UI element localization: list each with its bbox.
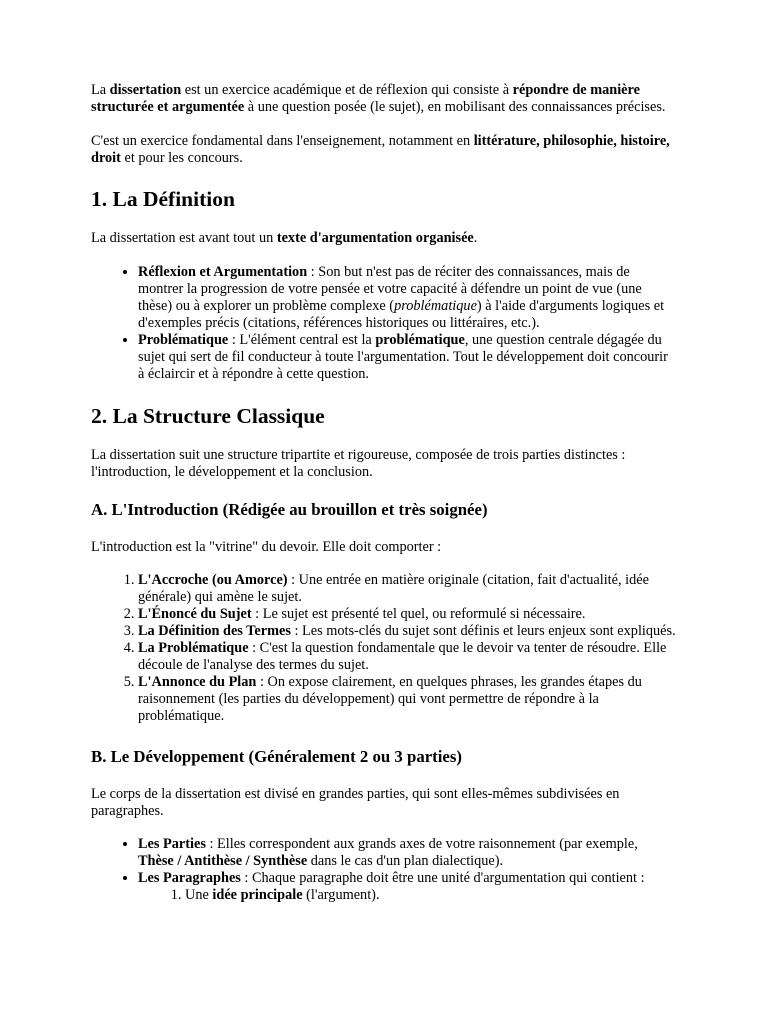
list-item [138, 640, 676, 674]
section-2-lead: La dissertation suit une structure tripartite et rigoureuse, composée de trois parties distinctes : l'introduction, le développement et la conclusion. [91, 447, 626, 480]
text: : Son but n'est pas de réciter des connaissances, mais de montrer la progression de votre pensée et votre capacité à défendre un point de vue (une thèse) ou à explorer un problème complexe ( [138, 264, 642, 314]
text: est un exercice académique et de réflexion qui consiste à [181, 82, 513, 98]
bold-text: littérature, philosophie, histoire, droit [91, 133, 670, 166]
section-1-heading: 1. La Définition [91, 187, 235, 211]
subsection-b-heading: B. Le Développement (Généralement 2 ou 3 parties) [91, 747, 462, 766]
text: à une question posée (le sujet), en mobilisant des connaissances précises. [244, 99, 666, 115]
text: : Les mots-clés du sujet sont définis et leurs enjeux sont expliqués. [290, 623, 676, 639]
text: : C'est la question fondamentale que le devoir va tenter de résoudre. Elle découle de l'analyse des termes du sujet. [138, 640, 667, 673]
list-item-term: L'Annonce du Plan [138, 674, 257, 690]
list-item [138, 870, 676, 904]
text: dans le cas d'un plan dialectique). [307, 853, 504, 869]
bold-text: dissertation [109, 82, 182, 98]
section-2-heading: 2. La Structure Classique [91, 404, 325, 428]
bold-text: problématique [375, 332, 465, 348]
subsection-a-lead: L'introduction est la "vitrine" du devoir. Elle doit comporter : [91, 539, 442, 555]
list-item-term: Les Parties [138, 836, 206, 852]
list-item-term: La Définition des Termes [138, 623, 291, 639]
text: . [473, 230, 478, 246]
document-body [91, 82, 676, 904]
text: : Elles correspondent aux grands axes de votre raisonnement (par exemple, [205, 836, 638, 852]
text: ) à l'aide d'arguments logiques et d'exemples précis (citations, références historiques ou littéraires, etc.). [138, 298, 665, 331]
text: : L'élément central est la [228, 332, 376, 348]
list-item-term: Problématique [138, 332, 229, 348]
text: Une [185, 887, 213, 903]
list-item-term: La Problématique [138, 640, 249, 656]
development-bullet-list [91, 836, 676, 904]
text: : Chaque paragraphe doit être une unité d'argumentation qui contient : [240, 870, 645, 886]
subsection-a-heading: A. L'Introduction (Rédigée au brouillon et très soignée) [91, 500, 488, 519]
subsection-b-lead: Le corps de la dissertation est divisé en grandes parties, qui sont elles-mêmes subdivisées en paragraphes. [91, 786, 620, 819]
bold-text: texte d'argumentation organisée [276, 230, 474, 246]
list-item [138, 332, 676, 383]
text: La [91, 82, 110, 98]
intro-paragraph-2 [91, 133, 676, 167]
introduction-elements-list [91, 572, 676, 725]
bold-text: idée principale [212, 887, 303, 903]
text: : Le sujet est présenté tel quel, ou reformulé si nécessaire. [251, 606, 586, 622]
section-1-lead [91, 230, 676, 247]
text: C'est un exercice fondamental dans l'enseignement, notamment en [91, 133, 474, 149]
text: et pour les concours. [120, 150, 243, 166]
text: : Une entrée en matière originale (citation, fait d'actualité, idée générale) qui amène le sujet. [138, 572, 649, 605]
list-item [138, 623, 676, 640]
bold-text: Thèse / Antithèse / Synthèse [138, 853, 308, 869]
list-item [138, 572, 676, 606]
list-item-term: Réflexion et Argumentation [138, 264, 308, 280]
intro-paragraph-1 [91, 82, 676, 116]
text: : On expose clairement, en quelques phrases, les grandes étapes du raisonnement (les parties du développement) qui vont permettre de répondre à la problématique. [138, 674, 642, 724]
list-item [185, 887, 676, 904]
text: (l'argument). [302, 887, 380, 903]
list-item [138, 674, 676, 725]
list-item-term: L'Énoncé du Sujet [138, 606, 252, 622]
list-item-term: Les Paragraphes [138, 870, 241, 886]
section-1-bullet-list [91, 264, 676, 383]
bold-text: répondre de manière structurée et argumentée [91, 82, 640, 115]
paragraph-contents-list [138, 887, 676, 904]
list-item [138, 836, 676, 870]
list-item [138, 264, 676, 332]
text: La dissertation est avant tout un [91, 230, 277, 246]
text: , une question centrale dégagée du sujet qui sert de fil conducteur à toute l'argumentation. Tout le développement doit concourir à éclaircir et à répondre à cette question. [138, 332, 668, 382]
list-item-term: L'Accroche (ou Amorce) [138, 572, 288, 588]
italic-text: problématique [394, 298, 477, 314]
list-item [138, 606, 676, 623]
